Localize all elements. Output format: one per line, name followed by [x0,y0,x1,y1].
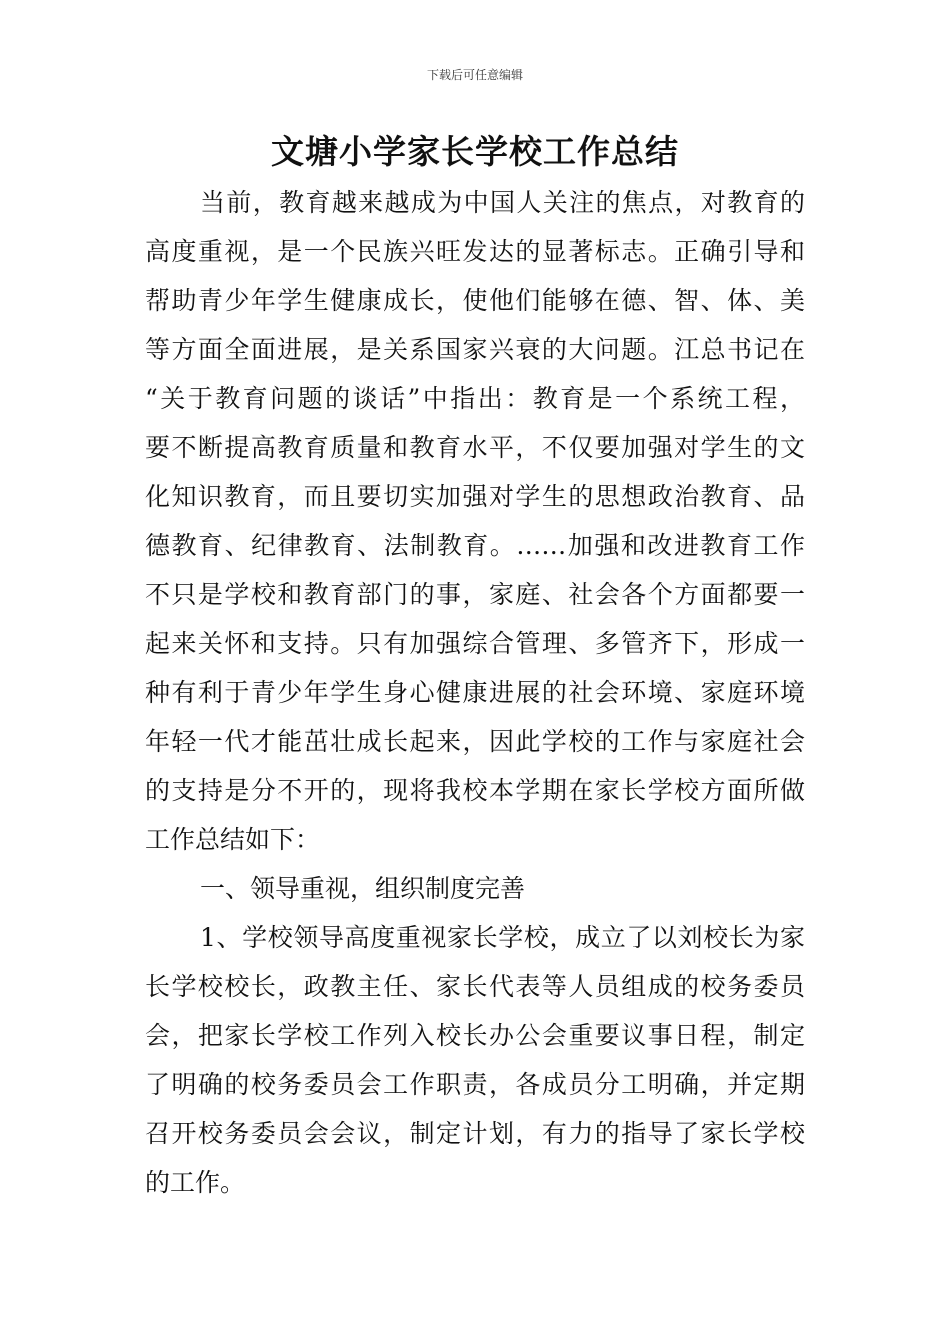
paragraph-line: 德教育、纪律教育、法制教育。……加强和改进教育工作 [145,531,805,560]
paragraph-line: 的支持是分不开的，现将我校本学期在家长学校方面所做 [145,776,805,805]
paragraph-line: 要不断提高教育质量和教育水平，不仅要加强对学生的文 [145,433,805,462]
paragraph-line: 会，把家长学校工作列入校长办公会重要议事日程，制定 [145,1021,805,1050]
header-note: 下载后可任意编辑 [426,68,523,82]
paragraph-line: 种有利于青少年学生身心健康进展的社会环境、家庭环境 [145,678,805,707]
paragraph-line: 了明确的校务委员会工作职责，各成员分工明确，并定期 [145,1070,805,1099]
paragraph-line: 一、领导重视，组织制度完善 [200,874,526,903]
paragraph-line: 化知识教育，而且要切实加强对学生的思想政治教育、品 [145,482,805,511]
paragraph-line: 的工作。 [145,1168,246,1197]
paragraph-line: 工作总结如下： [145,825,321,854]
document-title: 文塘小学家长学校工作总结 [271,132,679,171]
paragraph-line: 长学校校长，政教主任、家长代表等人员组成的校务委员 [145,972,805,1001]
paragraph-line: 1、学校领导高度重视家长学校，成立了以刘校长为家 [200,923,805,952]
paragraph-line: 等方面全面进展，是关系国家兴衰的大问题。江总书记在 [145,335,805,364]
paragraph-line: 年轻一代才能茁壮成长起来，因此学校的工作与家庭社会 [145,727,805,756]
paragraph-line: 高度重视，是一个民族兴旺发达的显著标志。正确引导和 [145,237,805,266]
paragraph-line: 当前，教育越来越成为中国人关注的焦点，对教育的 [200,188,805,217]
document-body [145,178,805,1207]
paragraph-line: 召开校务委员会会议，制定计划，有力的指导了家长学校 [145,1119,805,1148]
paragraph-line: 不只是学校和教育部门的事，家庭、社会各个方面都要一 [145,580,805,609]
paragraph-line: 帮助青少年学生健康成长，使他们能够在德、智、体、美 [145,286,805,315]
paragraph-line: “关于教育问题的谈话”中指出：教育是一个系统工程， [145,384,805,413]
paragraph-line: 起来关怀和支持。只有加强综合管理、多管齐下，形成一 [145,629,805,658]
